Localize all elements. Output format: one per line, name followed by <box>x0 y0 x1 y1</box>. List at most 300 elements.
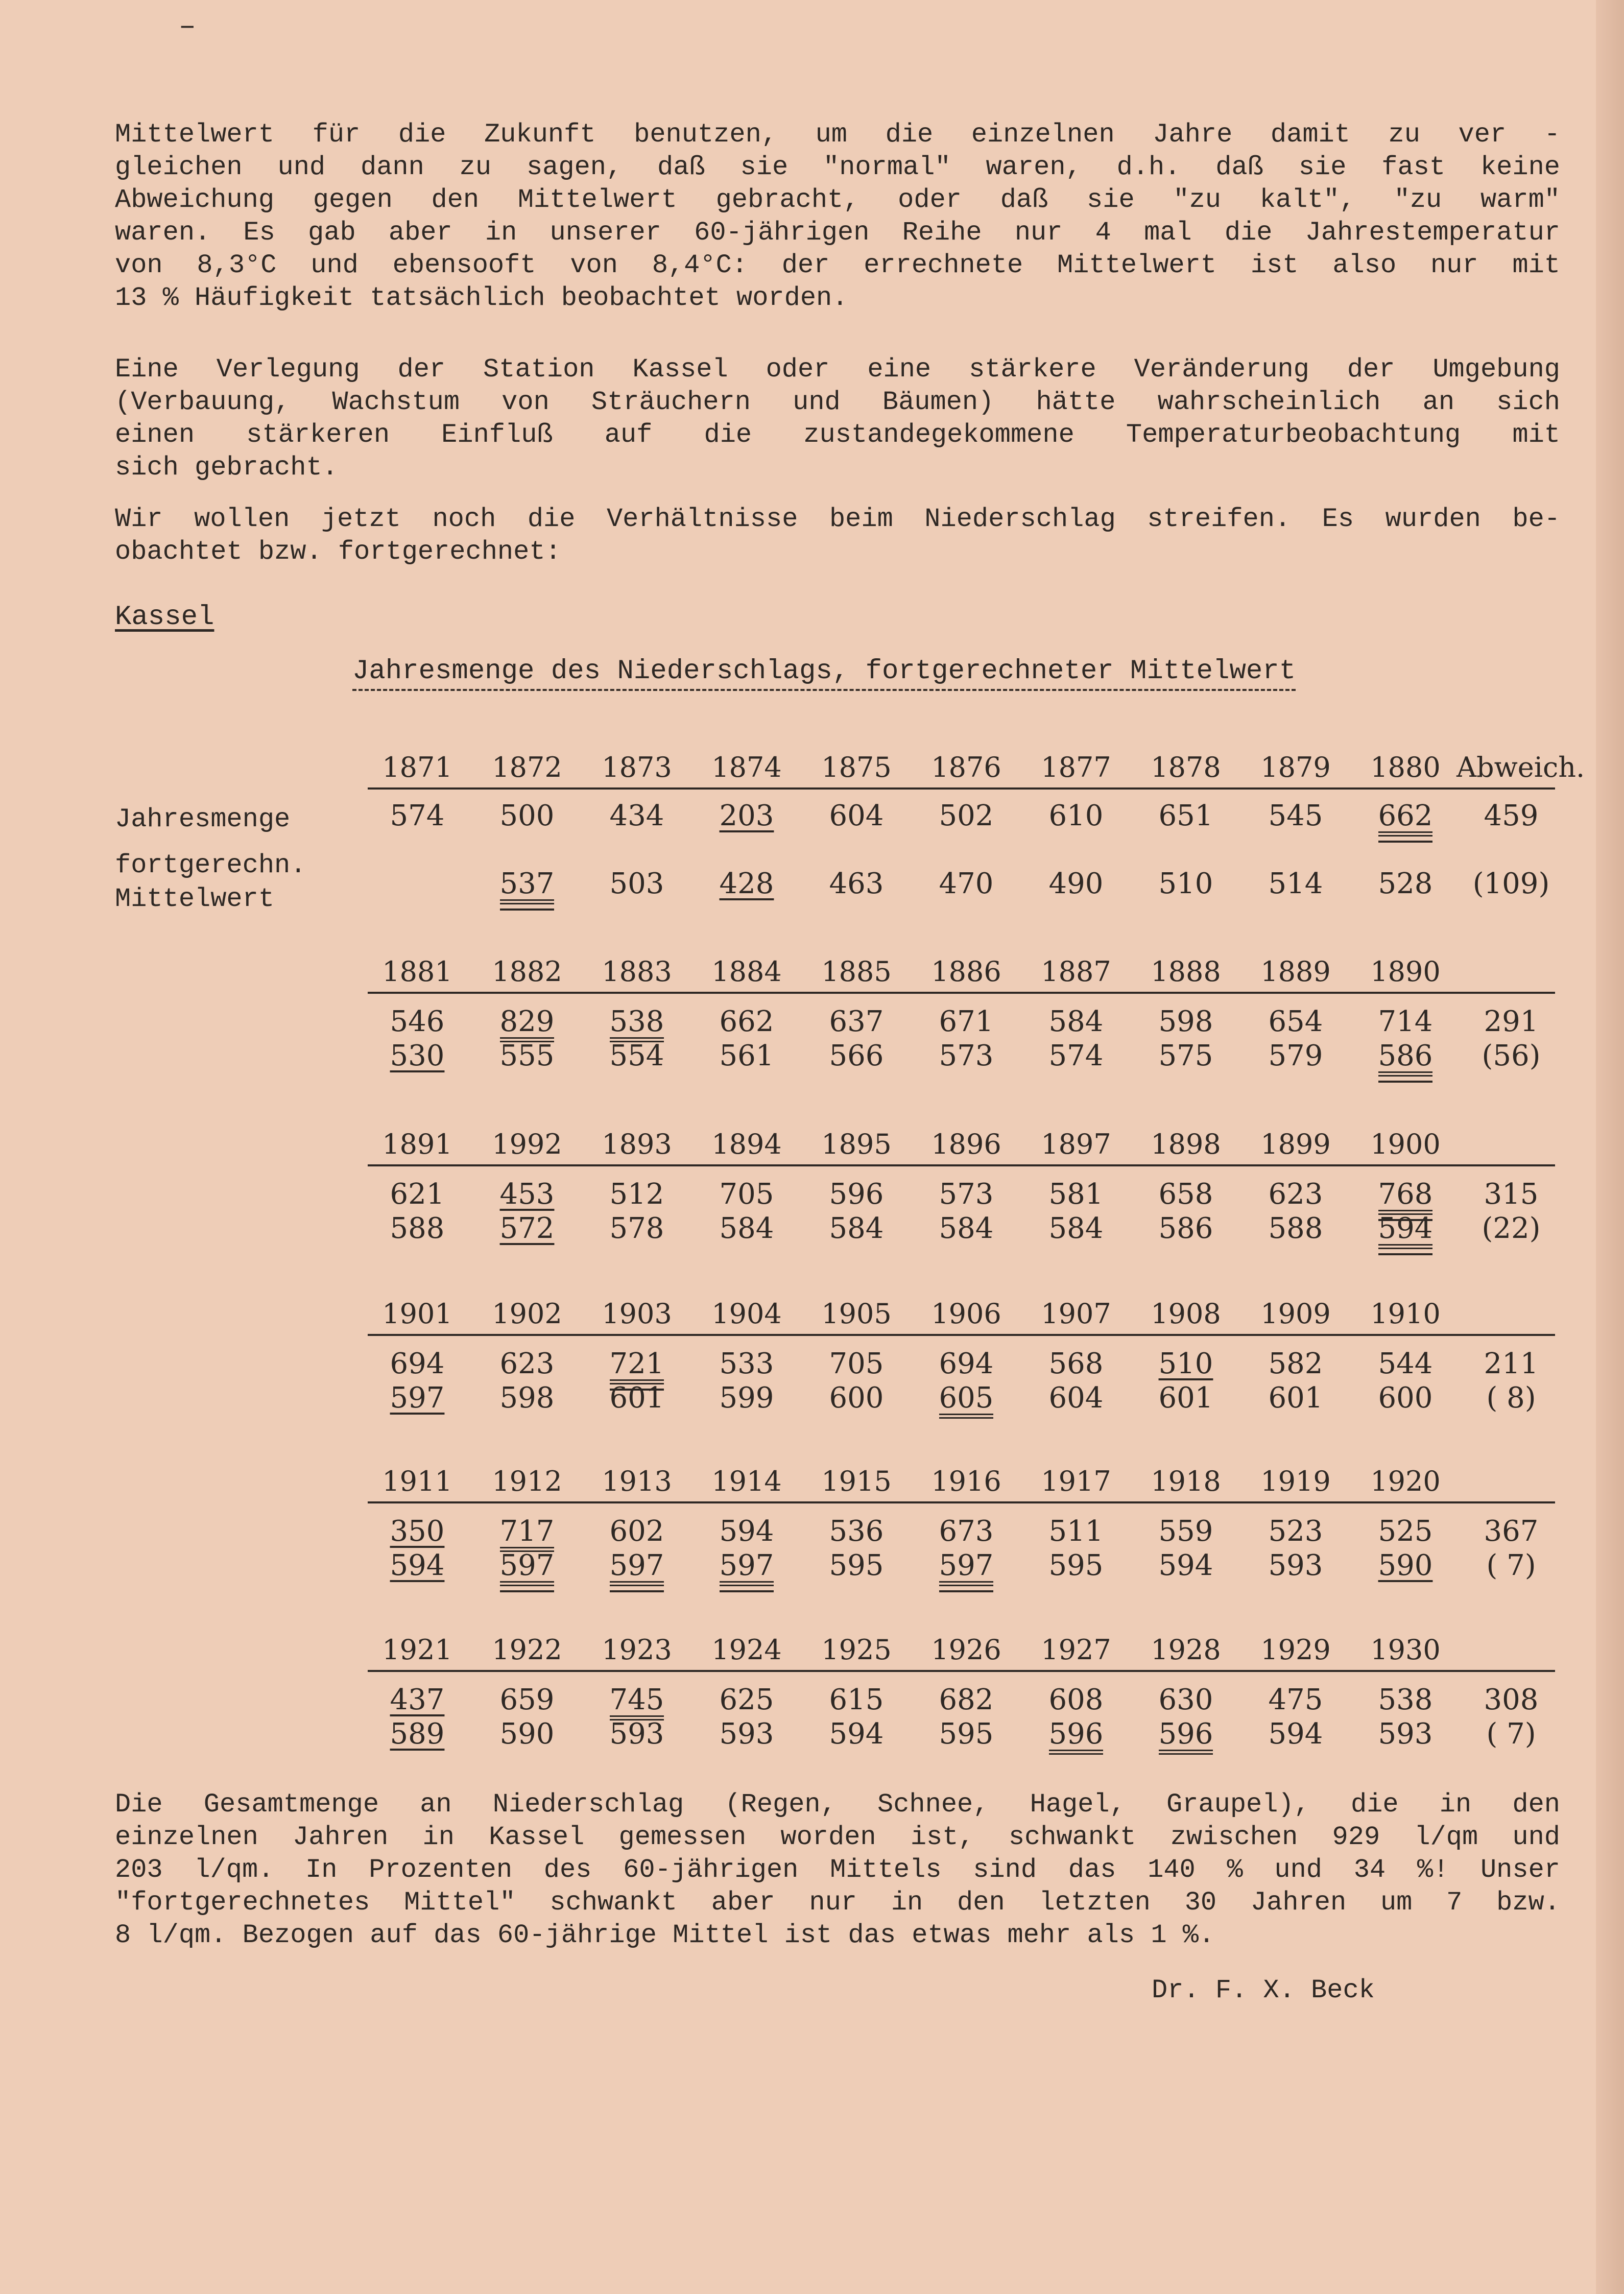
text-line: 203 l/qm. In Prozenten des 60-jährigen Mittels sind das 140 % und 34 %! Unser <box>115 1855 1560 1885</box>
mean-cell-value: 561 <box>719 1039 774 1072</box>
amount-cell-value: 630 <box>1158 1683 1213 1716</box>
amount-cell <box>1021 1178 1131 1211</box>
amount-cell <box>802 799 911 833</box>
mean-cell-value: 594 <box>1158 1549 1213 1582</box>
amount-cell-value: 625 <box>719 1683 774 1716</box>
amount-cell-value: 582 <box>1268 1347 1323 1380</box>
year-cell-value: 1900 <box>1370 1128 1441 1160</box>
year-cell-value: 1909 <box>1260 1298 1331 1330</box>
year-cell-value: 1905 <box>821 1298 892 1330</box>
amount-cell-value: 536 <box>829 1515 884 1548</box>
text-line: Mittelwert für die Zukunft benutzen, um die einzelnen Jahre damit zu ver - <box>115 120 1560 150</box>
mean-cell <box>472 1717 582 1751</box>
amount-cell-value: 594 <box>719 1515 774 1548</box>
year-cell-value: 1878 <box>1151 751 1221 783</box>
mean-cell <box>912 1717 1021 1751</box>
mean-cell <box>582 1381 691 1415</box>
year-cell <box>1351 955 1460 989</box>
amount-cell <box>1131 1005 1240 1039</box>
year-cell-value: 1906 <box>931 1298 1001 1330</box>
amount-cell-value: 596 <box>829 1178 884 1211</box>
year-cell <box>1131 1128 1240 1161</box>
year-cell <box>472 1465 582 1498</box>
amount-cell-value: 510 <box>1158 1347 1213 1380</box>
year-cell-value: 1898 <box>1151 1128 1221 1160</box>
mean-cell-value: 428 <box>719 867 774 900</box>
mean-cell <box>692 1717 801 1751</box>
amount-cell-value: 608 <box>1048 1683 1104 1716</box>
mean-cell <box>1021 1549 1131 1583</box>
year-cell-value: 1913 <box>602 1465 672 1497</box>
amount-cell <box>363 1178 472 1211</box>
year-cell-value: 1904 <box>711 1298 782 1330</box>
mean-cell-value: 470 <box>939 867 994 900</box>
year-cell-value: 1992 <box>492 1128 562 1160</box>
mean-cell <box>1131 1717 1240 1755</box>
year-cell-value: 1911 <box>382 1465 452 1497</box>
year-cell-value: 1893 <box>602 1128 672 1160</box>
year-cell <box>912 751 1021 784</box>
amount-cell-value: 574 <box>390 799 445 832</box>
year-cell-value: 1916 <box>931 1465 1001 1497</box>
mean-cell <box>582 1039 691 1073</box>
mean-cell-value: 601 <box>1268 1381 1323 1415</box>
year-rule <box>368 1501 1555 1503</box>
deviation-mean-cell <box>1456 1549 1566 1583</box>
text-line: 13 % Häufigkeit tatsächlich beobachtet worden. <box>115 283 848 313</box>
deviation-mean-cell-value: ( 7) <box>1486 1717 1536 1751</box>
mean-cell-value: 593 <box>1378 1717 1433 1751</box>
amount-cell-value: 500 <box>499 799 555 832</box>
decade-block <box>0 1297 1624 1450</box>
mean-cell-value: 554 <box>609 1039 664 1072</box>
row-label-mean-2: Mittelwert <box>115 884 275 914</box>
year-cell <box>912 1633 1021 1667</box>
mean-cell-value: 600 <box>829 1381 884 1415</box>
amount-cell-value: 511 <box>1048 1515 1104 1548</box>
year-cell-value: 1882 <box>492 955 562 988</box>
amount-cell <box>1021 1347 1131 1381</box>
decade-block <box>0 1465 1624 1618</box>
text-line: von 8,3°C und ebensooft von 8,4°C: der errechnete Mittelwert ist also nur mit <box>115 250 1560 280</box>
year-cell <box>912 955 1021 989</box>
year-cell <box>582 955 691 989</box>
amount-cell-value: 745 <box>610 1685 664 1720</box>
mean-cell-value: 594 <box>829 1717 884 1751</box>
year-cell <box>802 1297 911 1331</box>
text-line: einzelnen Jahren in Kassel gemessen worden ist, schwankt zwischen 929 l/qm und <box>115 1822 1560 1852</box>
mean-cell-value: 597 <box>610 1550 664 1586</box>
deviation-mean-cell <box>1456 1717 1566 1751</box>
deviation-cell <box>1456 1347 1566 1381</box>
year-cell-value: 1926 <box>931 1634 1001 1666</box>
amount-cell-value: 602 <box>609 1515 664 1548</box>
row-label-mean-1: fortgerechn. <box>115 850 306 880</box>
amount-cell-value: 538 <box>610 1007 664 1042</box>
mean-cell-value: 584 <box>939 1212 994 1245</box>
amount-cell-value: 682 <box>939 1683 994 1716</box>
amount-cell <box>692 799 801 833</box>
year-cell <box>363 955 472 989</box>
year-cell-value: 1876 <box>931 751 1001 783</box>
mean-cell <box>1241 867 1350 901</box>
mean-cell <box>802 1549 911 1583</box>
mean-cell-value: 600 <box>1378 1381 1433 1415</box>
year-cell <box>692 1633 801 1667</box>
year-cell-value: 1879 <box>1260 751 1331 783</box>
amount-cell-value: 621 <box>390 1178 445 1211</box>
deviation-cell-value: 291 <box>1484 1005 1539 1038</box>
deviation-mean-cell <box>1456 1212 1566 1246</box>
text-line: sich gebracht. <box>115 452 338 483</box>
amount-cell <box>802 1515 911 1548</box>
amount-cell <box>802 1347 911 1381</box>
mean-cell-value: 503 <box>609 867 664 900</box>
year-cell <box>1241 1633 1350 1667</box>
deviation-mean-cell <box>1456 1039 1566 1073</box>
deviation-header <box>1456 751 1585 784</box>
year-cell-value: 1912 <box>492 1465 562 1497</box>
amount-cell-value: 581 <box>1048 1178 1104 1211</box>
year-cell <box>692 751 801 784</box>
mean-cell-value: 574 <box>1048 1039 1104 1072</box>
mean-cell-value: 601 <box>609 1381 664 1415</box>
mean-cell <box>1351 867 1460 901</box>
amount-cell-value: 662 <box>719 1005 774 1038</box>
year-cell <box>912 1297 1021 1331</box>
mean-cell-value: 594 <box>1378 1213 1433 1249</box>
amount-cell-value: 659 <box>499 1683 555 1716</box>
amount-cell-value: 714 <box>1378 1005 1433 1038</box>
amount-cell <box>1131 1178 1240 1211</box>
text-line: (Verbauung, Wachstum von Sträuchern und Bäumen) hätte wahrscheinlich an sich <box>115 387 1560 417</box>
mean-cell <box>692 1381 801 1415</box>
amount-cell <box>802 1005 911 1039</box>
year-cell-value: 1899 <box>1260 1128 1331 1160</box>
decade-block <box>0 751 1624 904</box>
year-cell <box>692 1297 801 1331</box>
deviation-cell-value: 367 <box>1484 1515 1539 1548</box>
mean-cell-value: 595 <box>1048 1549 1104 1582</box>
mean-cell <box>802 867 911 901</box>
mean-cell <box>363 1717 472 1751</box>
deviation-cell-value: 211 <box>1484 1347 1539 1380</box>
amount-cell <box>472 1515 582 1552</box>
amount-cell <box>1131 1347 1240 1381</box>
year-cell <box>582 1128 691 1161</box>
amount-cell <box>1241 1347 1350 1381</box>
year-cell <box>912 1465 1021 1498</box>
deviation-mean-cell-value: (22) <box>1482 1212 1541 1245</box>
year-cell-value: 1918 <box>1151 1465 1221 1497</box>
station-heading: Kassel <box>115 602 214 633</box>
year-cell-value: 1887 <box>1041 955 1111 988</box>
amount-cell-value: 584 <box>1048 1005 1104 1038</box>
year-cell <box>582 1297 691 1331</box>
year-cell <box>1241 1465 1350 1498</box>
year-cell-value: 1880 <box>1370 751 1441 783</box>
mean-cell-value: 597 <box>390 1381 445 1415</box>
year-cell-value: 1883 <box>602 955 672 988</box>
mean-cell-value: 590 <box>499 1717 555 1751</box>
decade-block <box>0 955 1624 1108</box>
mean-cell <box>1351 1381 1460 1415</box>
amount-cell-value: 434 <box>609 799 664 832</box>
amount-cell <box>1021 799 1131 833</box>
mean-cell <box>1351 1039 1460 1077</box>
year-cell-value: 1920 <box>1370 1465 1441 1497</box>
amount-cell <box>912 1005 1021 1039</box>
mean-cell-value: 566 <box>829 1039 884 1072</box>
amount-cell <box>363 1515 472 1548</box>
mean-cell <box>363 1039 472 1073</box>
mean-cell-value: 588 <box>1268 1212 1323 1245</box>
deviation-mean-cell <box>1456 1381 1566 1415</box>
amount-cell <box>1241 1005 1350 1039</box>
year-cell <box>692 1465 801 1498</box>
deviation-mean-cell-value: ( 7) <box>1486 1549 1536 1582</box>
year-cell <box>582 1465 691 1498</box>
mean-cell <box>692 1549 801 1586</box>
mean-cell <box>912 1212 1021 1246</box>
amount-cell-value: 475 <box>1268 1683 1323 1716</box>
amount-cell-value: 538 <box>1378 1683 1433 1716</box>
year-cell-value: 1875 <box>821 751 892 783</box>
year-cell <box>802 1128 911 1161</box>
mean-cell <box>1241 1039 1350 1073</box>
text-line: Abweichung gegen den Mittelwert gebracht, oder daß sie "zu kalt", "zu warm" <box>115 185 1560 215</box>
mean-cell <box>1131 1212 1240 1246</box>
year-cell-value: 1873 <box>602 751 672 783</box>
year-cell-value: 1890 <box>1370 955 1441 988</box>
year-cell-value: 1881 <box>382 955 452 988</box>
amount-cell <box>582 1178 691 1211</box>
year-cell-value: 1910 <box>1370 1298 1441 1330</box>
deviation-mean-cell-value: (109) <box>1472 867 1550 900</box>
mean-cell-value: 601 <box>1158 1381 1213 1415</box>
year-cell <box>472 751 582 784</box>
year-cell <box>1021 1128 1131 1161</box>
year-cell <box>1021 1297 1131 1331</box>
mean-cell <box>1351 1717 1460 1751</box>
amount-cell <box>1021 1005 1131 1039</box>
year-cell <box>1131 955 1240 989</box>
amount-cell-value: 453 <box>499 1178 555 1211</box>
mean-cell-value: 596 <box>1049 1719 1104 1755</box>
year-cell-value: 1885 <box>821 955 892 988</box>
deviation-cell-value: 315 <box>1484 1178 1539 1211</box>
amount-cell <box>1131 799 1240 833</box>
amount-cell-value: 525 <box>1378 1515 1433 1548</box>
amount-cell <box>1021 1683 1131 1717</box>
year-cell-value: 1895 <box>821 1128 892 1160</box>
amount-cell <box>472 1005 582 1042</box>
year-cell-value: 1872 <box>492 751 562 783</box>
amount-cell <box>1241 1515 1350 1548</box>
year-cell-value: 1919 <box>1260 1465 1331 1497</box>
year-cell-value: 1884 <box>711 955 782 988</box>
year-cell <box>472 1297 582 1331</box>
year-cell-value: 1908 <box>1151 1298 1221 1330</box>
mean-cell <box>1351 1549 1460 1583</box>
mean-cell <box>1241 1212 1350 1246</box>
mean-cell <box>1241 1717 1350 1751</box>
mean-cell-value: 555 <box>499 1039 555 1072</box>
amount-cell <box>472 799 582 833</box>
amount-cell-value: 533 <box>719 1347 774 1380</box>
amount-cell-value: 559 <box>1158 1515 1213 1548</box>
mean-cell-value: 595 <box>829 1549 884 1582</box>
mean-cell-value: 514 <box>1268 867 1323 900</box>
mean-cell-value: 530 <box>390 1039 445 1072</box>
decade-block <box>0 1128 1624 1281</box>
year-cell-value: 1874 <box>711 751 782 783</box>
amount-cell-value: 546 <box>390 1005 445 1038</box>
amount-cell <box>1351 1347 1460 1381</box>
mean-cell-value: 575 <box>1158 1039 1213 1072</box>
mean-cell <box>692 1212 801 1246</box>
amount-cell <box>1351 1683 1460 1717</box>
year-cell <box>692 955 801 989</box>
amount-cell-value: 544 <box>1378 1347 1433 1380</box>
amount-cell-value: 623 <box>1268 1178 1323 1211</box>
mean-cell <box>1021 1039 1131 1073</box>
year-cell <box>1021 955 1131 989</box>
deviation-cell-value: 308 <box>1484 1683 1539 1716</box>
mean-cell-value: 599 <box>719 1381 774 1415</box>
year-cell-value: 1917 <box>1041 1465 1111 1497</box>
mean-cell <box>1241 1549 1350 1583</box>
decade-block <box>0 1633 1624 1786</box>
amount-cell <box>472 1178 582 1211</box>
amount-cell-value: 694 <box>390 1347 445 1380</box>
mean-cell <box>802 1212 911 1246</box>
year-cell <box>1241 1128 1350 1161</box>
year-cell-value: 1896 <box>931 1128 1001 1160</box>
amount-cell <box>582 1347 691 1384</box>
amount-cell-value: 523 <box>1268 1515 1323 1548</box>
year-cell <box>472 1128 582 1161</box>
amount-cell <box>1351 1005 1460 1039</box>
mean-cell-value: 490 <box>1048 867 1104 900</box>
mean-cell <box>1241 1381 1350 1415</box>
mean-cell-value: 584 <box>719 1212 774 1245</box>
year-cell-value: 1927 <box>1041 1634 1111 1666</box>
year-cell <box>1351 1128 1460 1161</box>
deviation-header-value: Abweich. <box>1456 751 1585 783</box>
signature: Dr. F. X. Beck <box>1152 1975 1375 2005</box>
mean-cell <box>582 1212 691 1246</box>
mean-cell-value: 604 <box>1048 1381 1104 1415</box>
amount-cell-value: 717 <box>500 1516 555 1552</box>
paragraph-2 <box>115 353 1560 484</box>
text-line: obachtet bzw. fortgerechnet: <box>115 537 561 567</box>
year-cell <box>472 1633 582 1667</box>
amount-cell <box>912 1347 1021 1381</box>
text-line: "fortgerechnetes Mittel" schwankt aber nur in den letzten 30 Jahren um 7 bzw. <box>115 1887 1560 1918</box>
amount-cell <box>582 1683 691 1720</box>
amount-cell <box>363 1347 472 1381</box>
mean-cell <box>802 1039 911 1073</box>
mean-cell <box>472 1039 582 1073</box>
year-cell-value: 1925 <box>821 1634 892 1666</box>
mean-cell-value: 584 <box>829 1212 884 1245</box>
year-cell <box>912 1128 1021 1161</box>
mean-cell-value: 590 <box>1378 1549 1433 1582</box>
text-line: gleichen und dann zu sagen, daß sie "normal" waren, d.h. daß sie fast keine <box>115 152 1560 182</box>
year-cell <box>582 751 691 784</box>
amount-cell <box>802 1178 911 1211</box>
year-cell <box>363 1128 472 1161</box>
deviation-mean-cell <box>1456 867 1566 901</box>
year-cell <box>802 751 911 784</box>
mean-cell-value: 586 <box>1378 1041 1433 1077</box>
paragraph-4 <box>115 1788 1560 1952</box>
mean-cell <box>1021 1212 1131 1246</box>
amount-cell-value: 545 <box>1268 799 1323 832</box>
amount-cell-value: 637 <box>829 1005 884 1038</box>
amount-cell-value: 598 <box>1158 1005 1213 1038</box>
amount-cell <box>1241 1178 1350 1211</box>
deviation-cell <box>1456 1683 1566 1717</box>
amount-cell-value: 203 <box>719 799 774 832</box>
year-cell <box>802 1465 911 1498</box>
mean-cell-value: 594 <box>390 1549 445 1582</box>
text-line: waren. Es gab aber in unserer 60-jährigen Reihe nur 4 mal die Jahrestemperatur <box>115 218 1560 248</box>
text-line: 8 l/qm. Bezogen auf das 60-jährige Mittel ist das etwas mehr als 1 %. <box>115 1920 1215 1950</box>
year-cell <box>1241 955 1350 989</box>
amount-cell <box>582 1005 691 1042</box>
mean-cell <box>472 1549 582 1586</box>
year-cell-value: 1901 <box>382 1298 452 1330</box>
year-cell <box>1021 751 1131 784</box>
deviation-cell <box>1456 799 1566 833</box>
deviation-cell <box>1456 1005 1566 1039</box>
row-label-amount: Jahresmenge <box>115 804 291 834</box>
mean-cell <box>802 1381 911 1415</box>
mean-cell-value: 573 <box>939 1039 994 1072</box>
mean-cell <box>1131 1039 1240 1073</box>
mean-cell-value: 586 <box>1158 1212 1213 1245</box>
mean-cell <box>472 867 582 904</box>
amount-cell <box>912 1178 1021 1211</box>
year-cell <box>1131 1633 1240 1667</box>
text-line: Wir wollen jetzt noch die Verhältnisse beim Niederschlag streifen. Es wurden be- <box>115 504 1560 534</box>
amount-cell-value: 651 <box>1158 799 1213 832</box>
mean-cell <box>1021 867 1131 901</box>
amount-cell-value: 671 <box>939 1005 994 1038</box>
mean-cell <box>912 1549 1021 1586</box>
amount-cell <box>1241 799 1350 833</box>
year-cell-value: 1886 <box>931 955 1001 988</box>
year-cell-value: 1924 <box>711 1634 782 1666</box>
year-cell-value: 1914 <box>711 1465 782 1497</box>
mean-cell-value: 593 <box>1268 1549 1323 1582</box>
amount-cell <box>802 1683 911 1717</box>
amount-cell-value: 721 <box>610 1349 664 1384</box>
year-cell <box>472 955 582 989</box>
deviation-mean-cell-value: ( 8) <box>1486 1381 1536 1415</box>
amount-cell-value: 615 <box>829 1683 884 1716</box>
mean-cell <box>582 1717 691 1751</box>
mean-cell-value: 510 <box>1158 867 1213 900</box>
year-cell-value: 1894 <box>711 1128 782 1160</box>
amount-cell <box>472 1683 582 1717</box>
year-cell <box>1021 1633 1131 1667</box>
amount-cell <box>363 1005 472 1039</box>
mean-cell <box>363 1212 472 1246</box>
mean-cell-value: 589 <box>390 1717 445 1751</box>
